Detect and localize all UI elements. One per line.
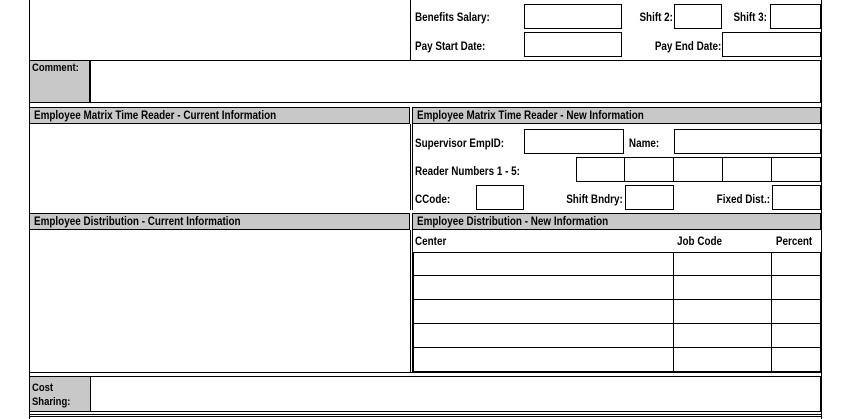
shift3-label: Shift 3: — [733, 12, 767, 24]
shift-bndry-label: Shift Bndry: — [566, 194, 623, 206]
dist-job-code-input-3[interactable] — [673, 299, 772, 324]
dist-job-code-input-1[interactable] — [673, 252, 772, 276]
reader-number-3-input[interactable] — [673, 157, 723, 182]
reader-numbers-label: Reader Numbers 1 - 5: — [415, 166, 520, 178]
cost-sharing-label-line2: Sharing: — [32, 396, 71, 408]
reader-number-1-input[interactable] — [576, 157, 625, 182]
dist-job-code-input-5[interactable] — [673, 347, 772, 372]
dist-center-input-1[interactable] — [413, 252, 674, 276]
comment-label: Comment: — [32, 62, 79, 74]
dist-current-title: Employee Distribution - Current Information — [34, 216, 241, 228]
benefits-salary-input[interactable] — [524, 4, 622, 29]
shift2-label: Shift 2: — [639, 12, 673, 24]
dist-center-input-5[interactable] — [413, 347, 674, 372]
dist-center-input-3[interactable] — [413, 299, 674, 324]
dist-percent-input-2[interactable] — [771, 275, 821, 300]
pay-start-date-label: Pay Start Date: — [415, 41, 486, 53]
reader-number-5-input[interactable] — [771, 157, 821, 182]
top-mid-divider — [410, 0, 411, 60]
cost-sharing-label-line1: Cost — [32, 382, 54, 394]
frame-right — [821, 0, 822, 419]
name-input[interactable] — [674, 129, 821, 154]
dist-current-header — [29, 213, 410, 230]
dist-job-code-input-2[interactable] — [673, 275, 772, 300]
shift-bndry-input[interactable] — [625, 185, 674, 210]
matrix-current-divider-2 — [412, 124, 413, 210]
matrix-new-header — [412, 107, 821, 124]
comment-input[interactable] — [90, 60, 821, 103]
ccode-input[interactable] — [476, 185, 524, 210]
cost-sharing-input[interactable] — [90, 376, 821, 412]
matrix-current-header — [29, 107, 410, 124]
dist-percent-input-5[interactable] — [771, 347, 821, 372]
dist-percent-input-1[interactable] — [771, 252, 821, 276]
shift3-input[interactable] — [770, 4, 821, 29]
benefits-salary-label: Benefits Salary: — [415, 12, 490, 24]
dist-percent-input-4[interactable] — [771, 323, 821, 348]
bottom-strip-top — [29, 414, 822, 415]
dist-current-divider — [410, 230, 411, 373]
dist-section-bottom — [29, 372, 822, 373]
dist-new-header — [412, 213, 821, 230]
pay-end-date-label: Pay End Date: — [654, 41, 721, 53]
name-label: Name: — [628, 138, 659, 150]
shift2-input[interactable] — [674, 4, 722, 29]
ccode-label: CCode: — [415, 194, 451, 206]
pay-end-date-input[interactable] — [722, 32, 821, 57]
dist-new-title: Employee Distribution - New Information — [417, 216, 609, 228]
supervisor-empid-input[interactable] — [524, 129, 624, 154]
fixed-dist-input[interactable] — [772, 185, 821, 210]
col-center-header: Center — [415, 236, 447, 248]
dist-center-input-4[interactable] — [413, 323, 674, 348]
matrix-current-divider — [410, 124, 411, 210]
dist-job-code-input-4[interactable] — [673, 323, 772, 348]
fixed-dist-label: Fixed Dist.: — [716, 194, 770, 206]
reader-number-2-input[interactable] — [624, 157, 674, 182]
supervisor-empid-label: Supervisor EmpID: — [415, 138, 505, 150]
dist-percent-input-3[interactable] — [771, 299, 821, 324]
bottom-strip-line — [29, 416, 822, 417]
matrix-current-title: Employee Matrix Time Reader - Current Information — [34, 110, 277, 122]
col-job-code-header: Job Code — [677, 236, 723, 248]
pay-start-date-input[interactable] — [524, 32, 622, 57]
reader-number-4-input[interactable] — [722, 157, 772, 182]
dist-center-input-2[interactable] — [413, 275, 674, 300]
matrix-new-title: Employee Matrix Time Reader - New Information — [417, 110, 644, 122]
col-percent-header: Percent — [775, 236, 812, 248]
